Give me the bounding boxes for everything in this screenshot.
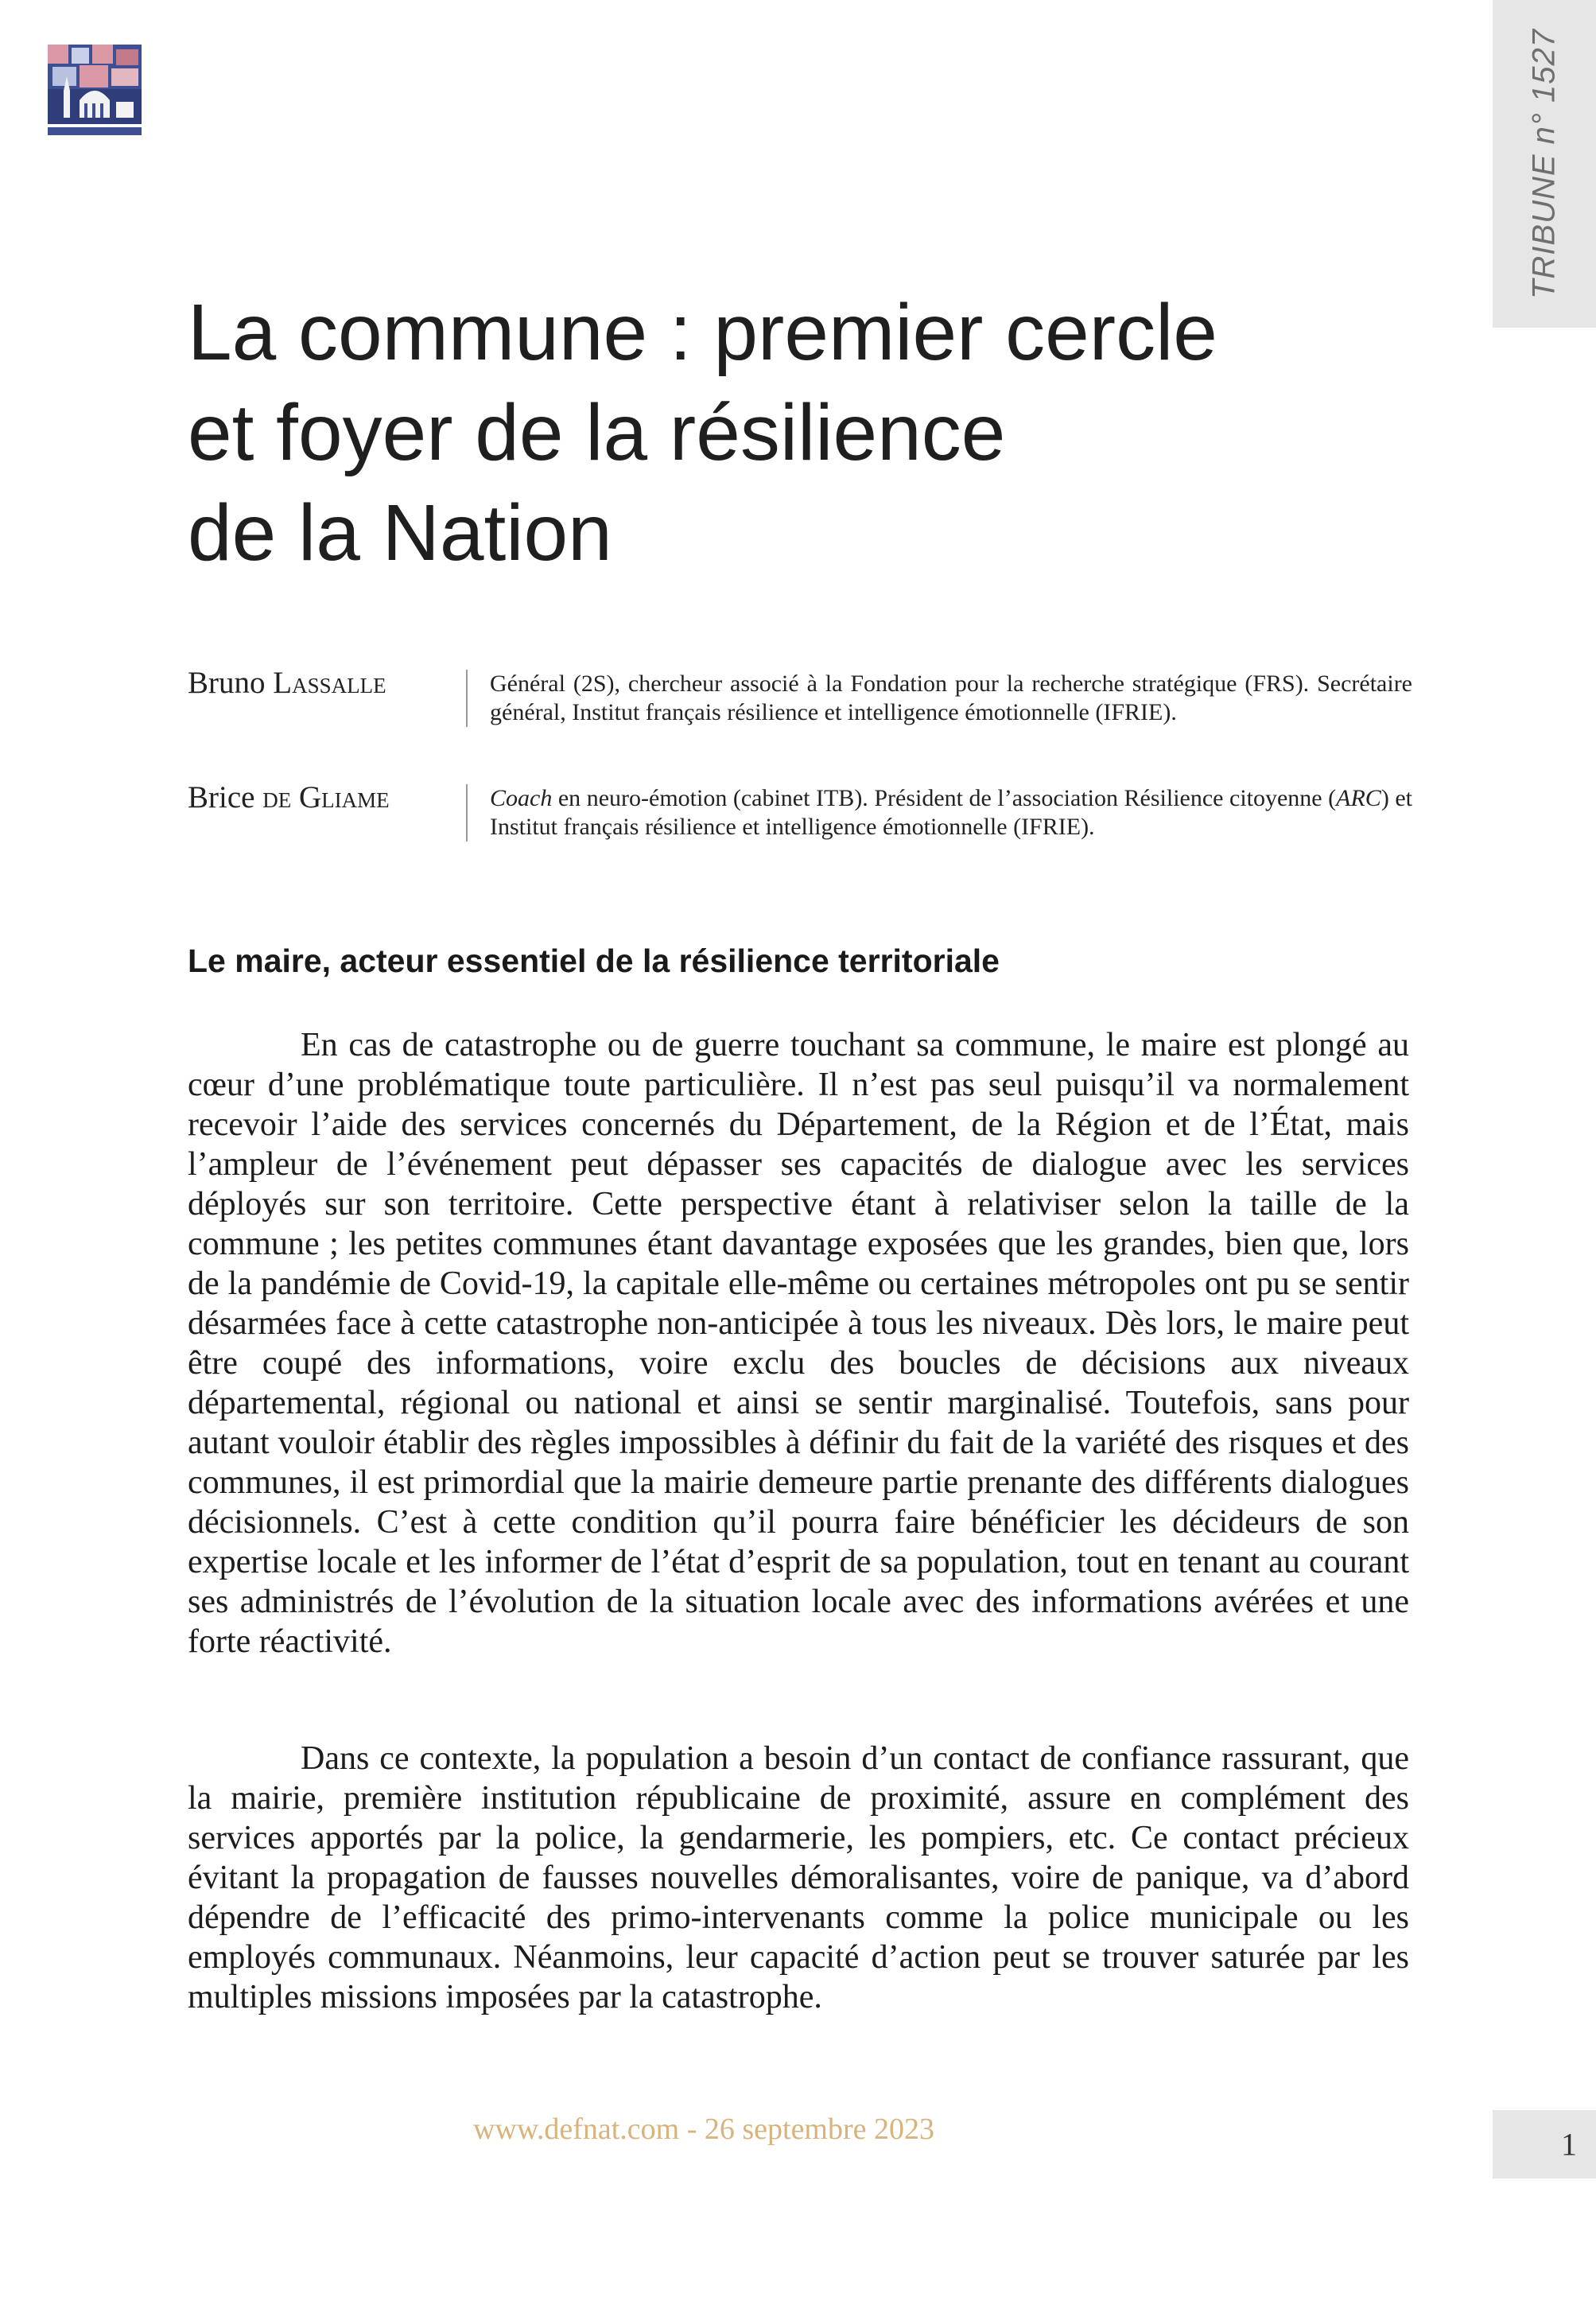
body-paragraph: Dans ce contexte, la population a besoin d’un contact de confiance rassurant, que la mairie, première institution républicaine de proximité, assure en complément des services apportés par la police, la gendarmerie, les pompiers, etc. Ce contact précieux évitant la propagation de fausses nouvelles démoralisantes, voire de panique, va d’abord dépendre de l’efficacité des primo-intervenants comme la police municipale ou les employés communaux. Néanmoins, leur capacité d’action peut se trouver saturée par les multiples missions imposées par la catastrophe.	[188, 1740, 1409, 2015]
title-line: La commune : premier cercle	[188, 288, 1217, 377]
page-number: 1	[1561, 2126, 1577, 2163]
tribune-number: TRIBUNE n° 1527	[1526, 28, 1562, 300]
author-bio: Coach en neuro-émotion (cabinet ITB). Président de l’association Résilience citoyenne (ARC) et Institut français résilience et intelligence émotionnelle (IFRIE).	[466, 784, 1412, 841]
author-name: Bruno Lassalle	[188, 666, 386, 700]
author-block	[188, 778, 1412, 841]
article-title	[188, 282, 1380, 583]
page-number-box	[1493, 2110, 1596, 2179]
publication-logo	[48, 45, 142, 140]
footer-url-date: www.defnat.com - 26 septembre 2023	[472, 2112, 935, 2146]
title-line: et foyer de la résilience	[188, 388, 1006, 477]
title-line: de la Nation	[188, 488, 612, 577]
section-heading: Le maire, acteur essentiel de la résilience territoriale	[188, 943, 1000, 979]
author-block	[188, 663, 1412, 727]
author-bio: Général (2S), chercheur associé à la Fondation pour la recherche stratégique (FRS). Secrétaire général, Institut français résilience et intelligence émotionnelle (IFRIE).	[466, 670, 1412, 727]
tribune-tab	[1493, 0, 1596, 328]
author-name: Brice de Gliame	[188, 780, 390, 814]
body-paragraph: En cas de catastrophe ou de guerre touchant sa commune, le maire est plongé au cœur d’une problématique toute particulière. Il n’est pas seul puisqu’il va normalement recevoir l’aide des services concernés du Département, de la Région et de l’État, mais l’ampleur de l’événement peut dépasser ses capacités de dialogue avec les services déployés sur son territoire. Cette perspective étant à relativiser selon la taille de la commune ; les petites communes étant davantage exposées que les grandes, bien que, lors de la pandémie de Covid-19, la capitale elle-même ou certaines métropoles ont pu se sentir désarmées face à cette catastrophe non-anticipée à tous les niveaux. Dès lors, le maire peut être coupé des informations, voire exclu des boucles de décisions aux niveaux départemental, régional ou national et ainsi se sentir marginalisé. Toutefois, sans pour autant vouloir établir des règles impossibles à définir du fait de la variété des risques et des communes, il est primordial que la mairie demeure partie prenante des différents dialogues décisionnels. C’est à cette condition qu’il pourra faire bénéficier les décideurs de son expertise locale et les informer de l’état d’esprit de sa population, tout en tenant au courant ses administrés de l’évolution de la situation locale avec des informations avérées et une forte réactivité.	[188, 1027, 1409, 1660]
